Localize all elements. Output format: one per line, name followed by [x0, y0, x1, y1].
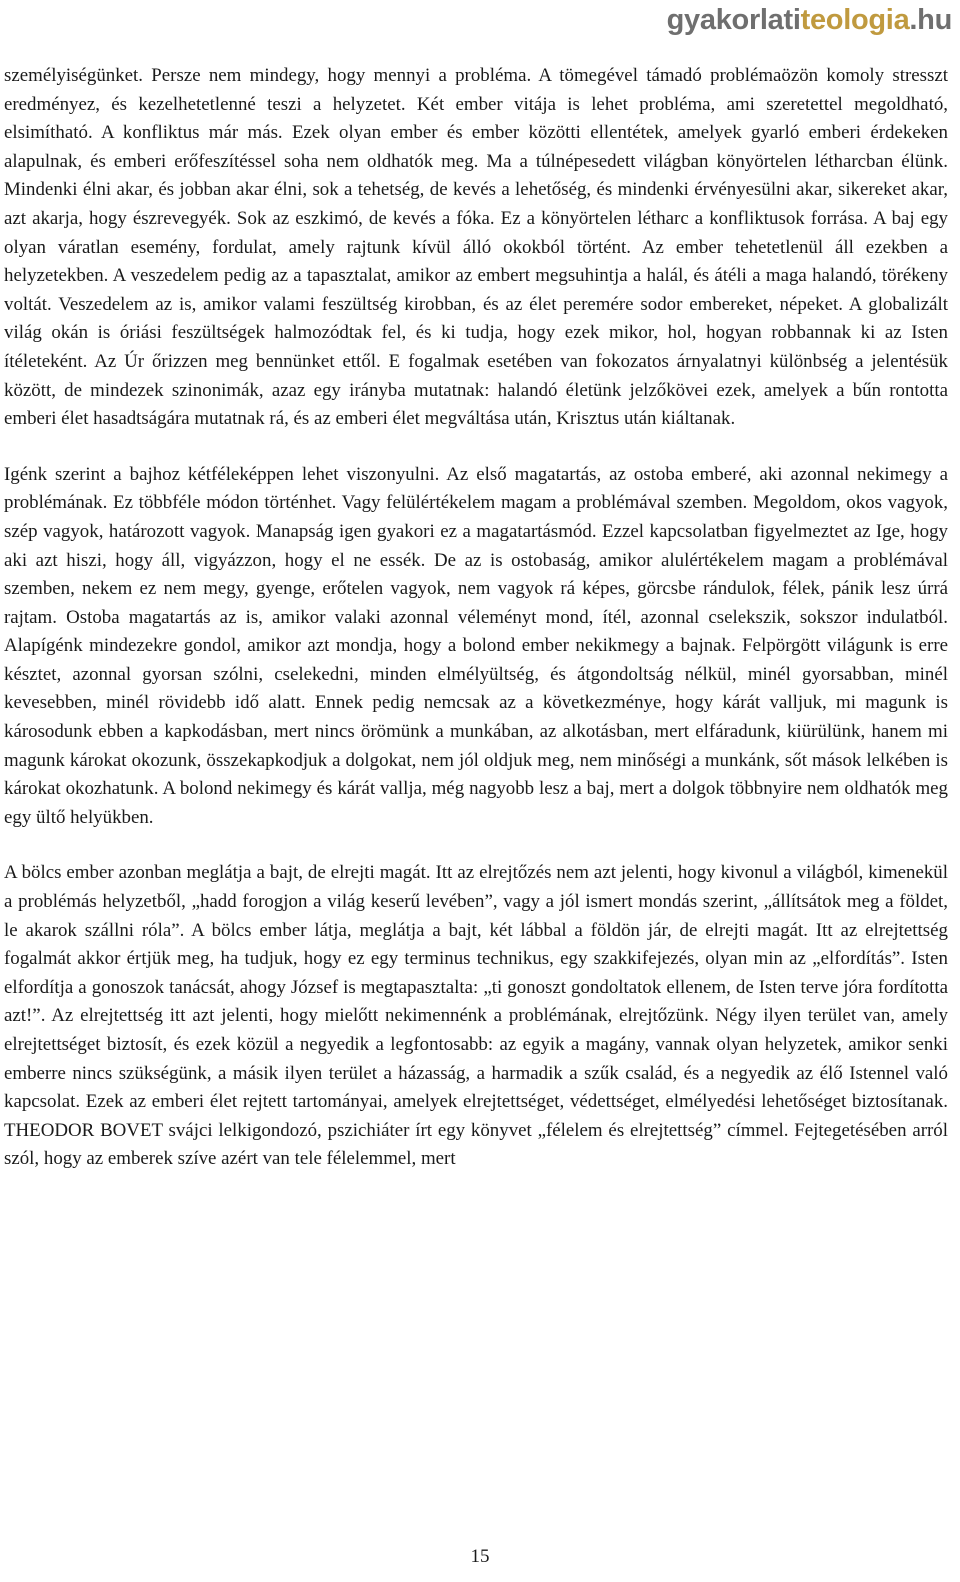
logo-text-domain: .hu — [909, 3, 952, 36]
site-logo — [667, 0, 952, 40]
logo-text-gyakorlati: gyakorlati — [666, 3, 801, 36]
paragraph-spacer — [4, 832, 948, 859]
paragraph-2: Igénk szerint a bajhoz kétféleképpen lehet viszonyulni. Az első magatartás, az ostoba emberé, aki azonnal nekimegy a problémának. Ez többféle módon történhet. Vagy felülértékelem magam a problémával szemben. Megoldom, okos vagyok, szép vagyok, határozott vagyok. Manapság igen gyakori ez a magatartásmód. Ezzel kapcsolatban figyelmeztet az Ige, hogy aki azt hiszi, hogy áll, vigyázzon, hogy el ne essék. De az is ostobaság, amikor alulértékelem magam a problémával szemben, nekem ez nem megy, gyenge, erőtelen vagyok, nem vagyok rá képes, görcsbe rándulok, félek, pánik lesz úrrá rajtam. Ostoba magatartás az is, amikor valaki azonnal véleményt mond, ítél, azonnal cselekszik, sokszor indulatból. Alapígénk mindezekre gondol, amikor azt mondja, hogy a bolond ember nekikmegy a bajnak. Felpörgött világunk is erre késztet, azonnal gyorsan szólni, cselekedni, minden elmélyültség, és átgondoltság nélkül, minél gyorsabban, minél kevesebben, minél rövidebb idő alatt. Ennek pedig nemcsak az a következménye, hogy kárát valljuk, mi magunk is károsodunk ebben a kapkodásban, mert nincs örömünk a munkában, az alkotásban, mert elfáradunk, kiürülünk, hanem mi magunk károkat okozunk, összekapkodjuk a dolgokat, nem jól oldjuk meg, nem minőségi a munkánk, sőt mások lelkében is károkat okozhatunk. A bolond nekimegy és kárát vallja, még nagyobb lesz a baj, mert a dolgok többnyire nem oldhatók meg egy ültő helyükben. — [4, 463, 948, 828]
document-body — [4, 62, 948, 1174]
page-number: 15 — [470, 1546, 490, 1567]
paragraph-spacer — [4, 434, 948, 461]
logo-text-teologia: teologia — [800, 3, 910, 36]
paragraph-3: A bölcs ember azonban meglátja a bajt, de elrejti magát. Itt az elrejtőzés nem azt jelenti, hogy kivonul a világból, kimenekül a problémás helyzetből, „hadd forogjon a világ keserű levében”, vagy a jól ismert mondás szerint, „állítsátok meg a földet, le akarok szállni róla”. A bölcs ember látja, meglátja a bajt, két lábbal a földön jár, de elrejti magát. Itt az elrejtettség fogalmát akkor értjük meg, ha tudjuk, hogy ez egy terminus technikus, egy szakkifejezés, olyan min az „elfordítás”. Isten elfordítja a gonoszok tanácsát, ahogy József is megtapasztalta: „ti gonoszt gondoltatok ellenem, de Isten terve jóra fordította azt!”. Az elrejtettség itt azt jelenti, hogy mielőtt nekimennénk a problémának, elrejtőzünk. Négy ilyen terület van, amely elrejtettséget biztosít, és ezek közül a negyedik a legfontosabb: az egyik a magány, vannak olyan helyzetek, amikor senki emberre nincs szükségünk, a másik ilyen terület a házasság, a harmadik a szűk család, és a negyedik az élő Istennel való kapcsolat. Ezek az emberi élet rejtett tartományai, amelyek elrejtettséget, védettséget, elmélyedési lehetőséget biztosítanak. THEODOR BOVET svájci lelkigondozó, pszichiáter írt egy könyvet „félelem és elrejtettség” címmel. Fejtegetésében arról szól, hogy az emberek szíve azért van tele félelemmel, mert — [4, 862, 948, 1170]
paragraph-1: személyiségünket. Persze nem mindegy, hogy mennyi a probléma. A tömegével támadó problémaözön komoly stresszt eredményez, és kezelhetetlenné teszi a helyzetet. Két ember vitája is lehet probléma, ami szeretettel megoldható, elsimítható. A konfliktus már más. Ezek olyan ember és ember közötti ellentétek, amelyek gyarló emberi érdekeken alapulnak, és emberi erőfeszítéssel soha nem oldhatók meg. Ma a túlnépesedett világban könyörtelen létharcban élünk. Mindenki élni akar, és jobban akar élni, sok a tehetség, de kevés a lehetőség, és mindenki érvényesülni akar, sikereket akar, azt akarja, hogy észrevegyék. Sok az eszkimó, de kevés a fóka. Ez a könyörtelen létharc a konfliktusok forrása. A baj egy olyan váratlan esemény, fordulat, amely rajtunk kívül álló okokból történt. Az ember tehetetlenül áll ezekben a helyzetekben. A veszedelem pedig az a tapasztalat, amikor az embert megsuhintja a halál, és átéli a maga halandó, törékeny voltát. Veszedelem az is, amikor valami feszültség kirobban, és az élet peremére sodor embereket, népeket. A globalizált világ okán is óriási feszültségek halmozódtak fel, és ki tudja, hogy ezek mikor, hol, hogyan robbannak ki az Isten ítéleteként. Az Úr őrizzen meg bennünket ettől. E fogalmak esetében van fokozatos árnyalatnyi különbség a jelentésük között, de mindezek szinonimák, azaz egy irányba mutatnak: halandó életünk jelzőkövei ezek, amelyek a bűn rontotta emberi élet hasadtságára mutatnak rá, és az emberi élet megváltása után, Krisztus után kiáltanak. — [4, 65, 948, 430]
